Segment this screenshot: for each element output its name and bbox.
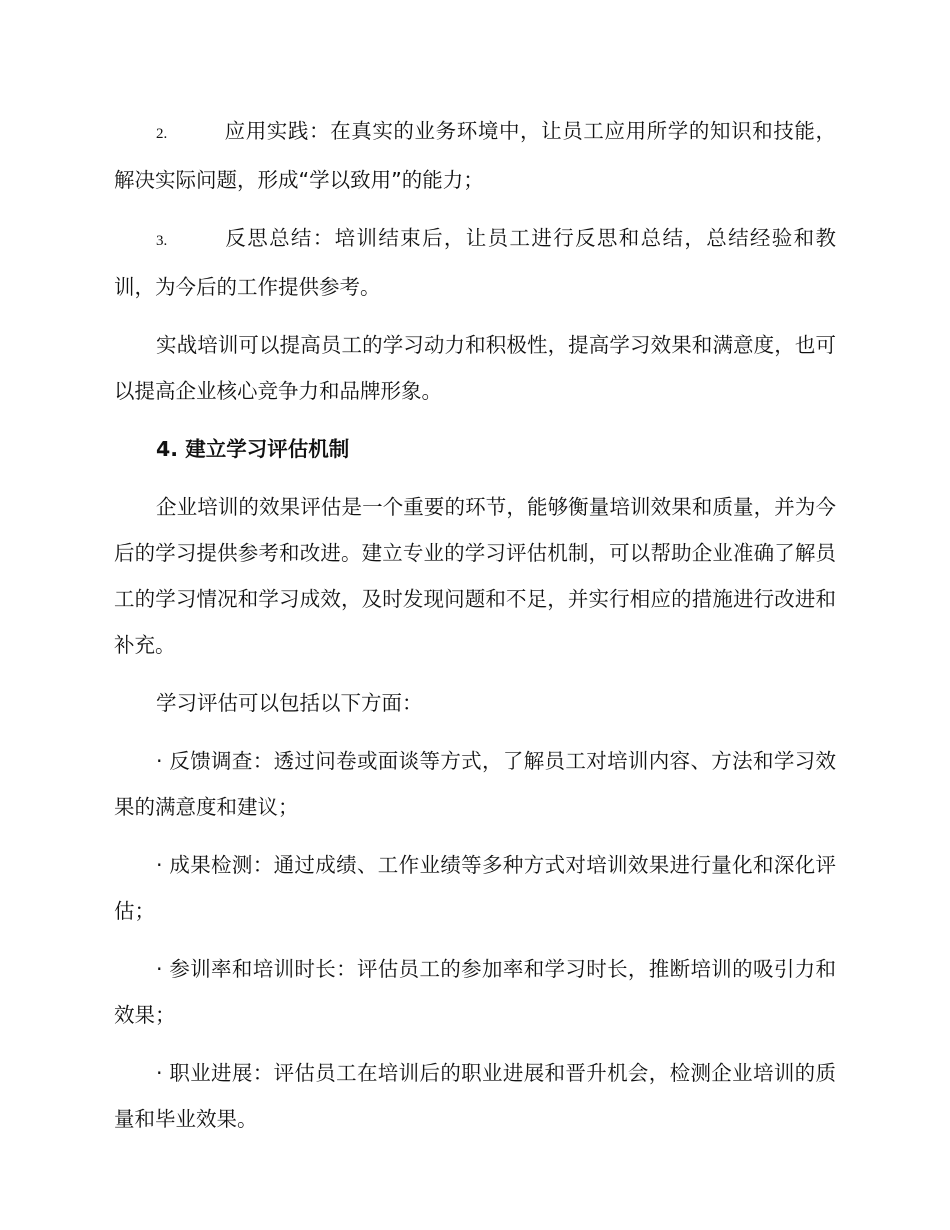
- bullet-career-progress: · 职业进展：评估员工在培训后的职业进展和晋升机会，检测企业培训的质量和毕业效果。: [114, 1061, 836, 1131]
- bullet-attendance-duration: · 参训率和培训时长：评估员工的参加率和学习时长，推断培训的吸引力和效果；: [114, 957, 836, 1027]
- numbered-item-3: [114, 215, 836, 310]
- item-number: 2.: [156, 126, 168, 142]
- bullet-result-testing: · 成果检测：通过成绩、工作业绩等多种方式对培训效果进行量化和深化评估；: [114, 853, 836, 923]
- item-number: 3.: [156, 233, 168, 249]
- item-text: 反思总结：培训结束后，让员工进行反思和总结，总结经验和教训，为今后的工作提供参考。: [114, 226, 836, 299]
- evaluation-intro-paragraph: 企业培训的效果评估是一个重要的环节，能够衡量培训效果和质量，并为今后的学习提供参考和改进。建立专业的学习评估机制，可以帮助企业准确了解员工的学习情况和学习成效，及时发现问题和不足，并实行相应的措施进行改进和补充。: [114, 495, 836, 657]
- bullet-feedback-survey: · 反馈调查：透过问卷或面谈等方式，了解员工对培训内容、方法和学习效果的满意度和建议；: [114, 749, 836, 819]
- aspects-intro-paragraph: 学习评估可以包括以下方面：: [156, 691, 423, 715]
- practical-training-summary: 实战培训可以提高员工的学习动力和积极性，提高学习效果和满意度，也可以提高企业核心竞争力和品牌形象。: [114, 333, 836, 403]
- document-body: [114, 108, 836, 1154]
- numbered-item-2: [114, 108, 836, 203]
- section-heading: 4. 建立学习评估机制: [156, 437, 350, 461]
- item-text: 应用实践：在真实的业务环境中，让员工应用所学的知识和技能，解决实际问题，形成“学以致用”的能力；: [114, 119, 836, 192]
